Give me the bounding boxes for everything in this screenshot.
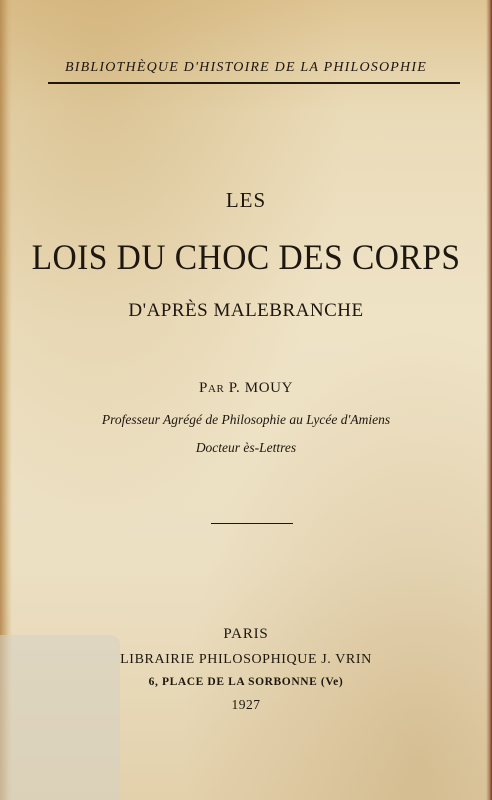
author-name: P. MOUY	[228, 380, 293, 396]
title-pre: LES	[225, 188, 267, 212]
divider-rule	[211, 523, 293, 524]
imprint-address: 6, PLACE DE LA SORBONNE (Ve)	[148, 676, 344, 688]
series-rule	[48, 82, 460, 84]
imprint-city: PARIS	[223, 626, 269, 642]
author-affiliation: Professeur Agrégé de Philosophie au Lycée d'Amiens	[101, 412, 391, 427]
main-title: LOIS DU CHOC DES CORPS	[31, 237, 461, 277]
author-prefix-rest: AR	[207, 383, 225, 395]
series-title: BIBLIOTHÈQUE D'HISTOIRE DE LA PHILOSOPHIE	[65, 60, 427, 75]
subtitle: D'APRÈS MALEBRANCHE	[128, 300, 364, 321]
imprint-year: 1927	[231, 697, 261, 712]
author-degree: Docteur ès-Lettres	[195, 440, 297, 455]
author-prefix-initial: P	[198, 380, 208, 396]
author-line	[0, 380, 492, 397]
imprint-publisher: LIBRAIRIE PHILOSOPHIQUE J. VRIN	[120, 652, 372, 667]
